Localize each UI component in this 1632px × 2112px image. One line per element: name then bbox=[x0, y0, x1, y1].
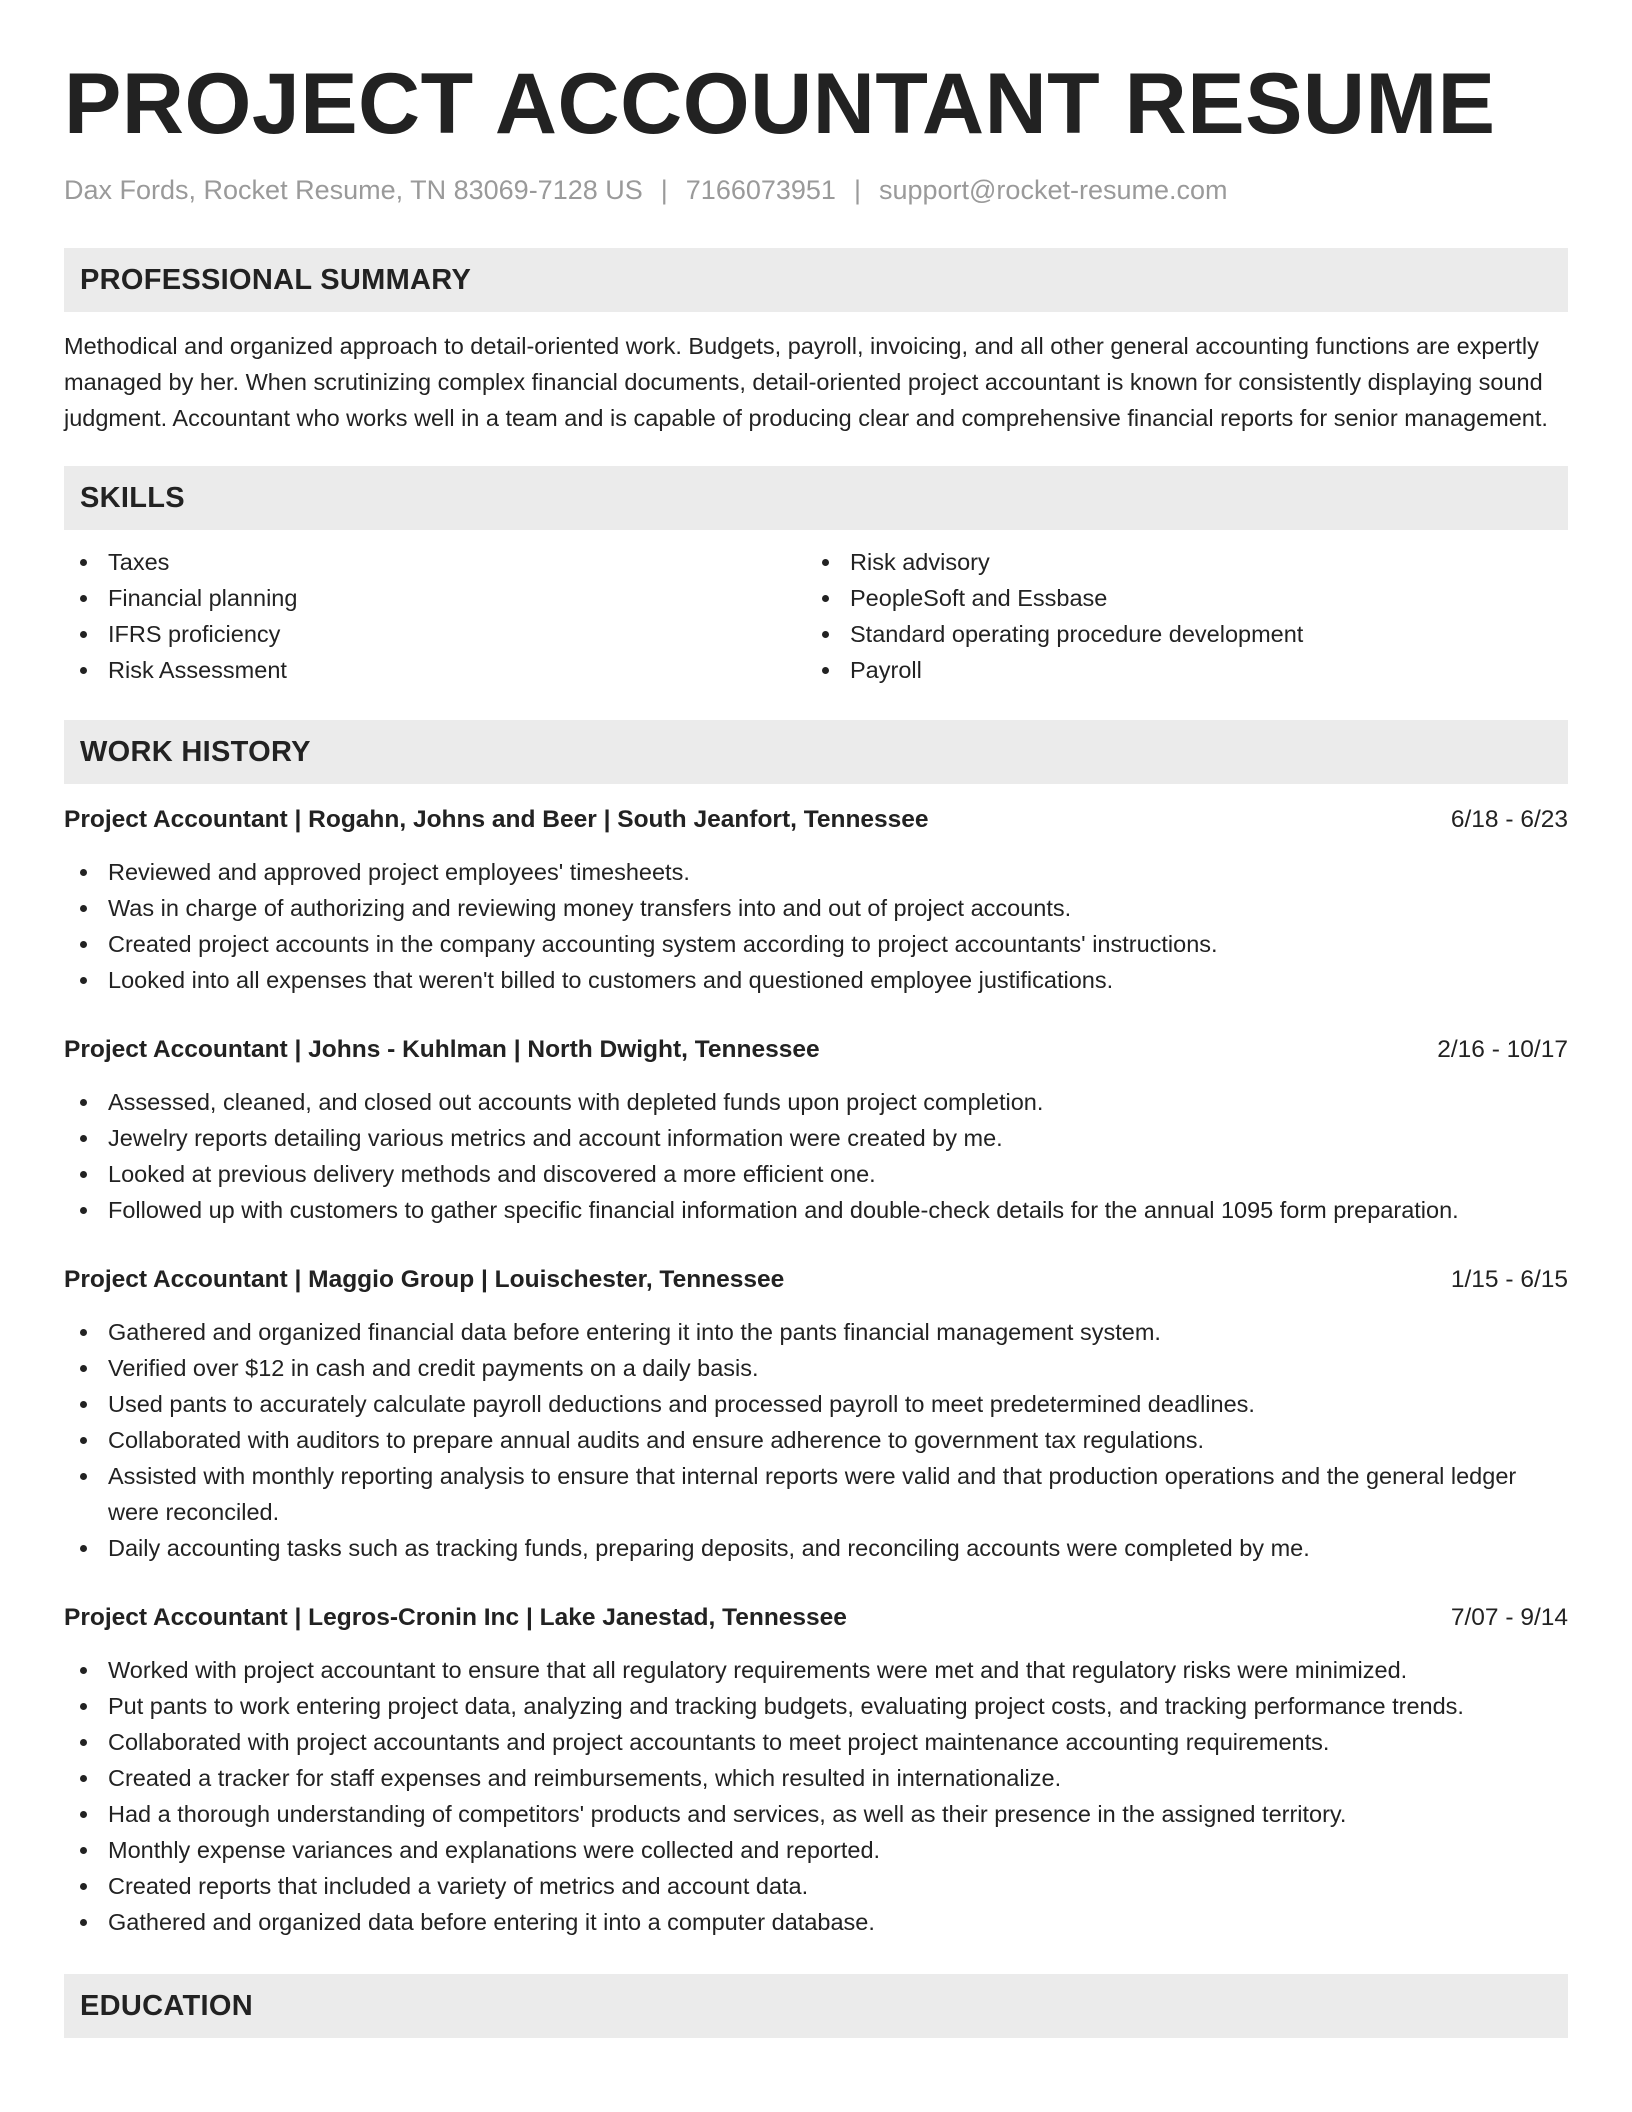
job-bullet: Looked at previous delivery methods and discovered a more efficient one. bbox=[64, 1156, 1568, 1192]
job-bullet: Used pants to accurately calculate payroll deductions and processed payroll to meet predetermined deadlines. bbox=[64, 1386, 1568, 1422]
contact-address: Dax Fords, Rocket Resume, TN 83069-7128 US bbox=[64, 175, 643, 205]
job-bullet: Worked with project accountant to ensure that all regulatory requirements were met and that regulatory risks were minimized. bbox=[64, 1652, 1568, 1688]
job-bullet: Created project accounts in the company accounting system according to project accountants' instructions. bbox=[64, 926, 1568, 962]
job-bullet: Jewelry reports detailing various metrics and account information were created by me. bbox=[64, 1120, 1568, 1156]
job-entry bbox=[64, 1032, 1568, 1228]
job-title: Project Accountant | Rogahn, Johns and Beer | South Jeanfort, Tennessee bbox=[64, 806, 929, 833]
job-bullet: Looked into all expenses that weren't billed to customers and questioned employee justifications. bbox=[64, 962, 1568, 998]
section-header-work-history: WORK HISTORY bbox=[64, 720, 1568, 784]
resume-page bbox=[64, 0, 1568, 2038]
summary-text: Methodical and organized approach to detail-oriented work. Budgets, payroll, invoicing, and all other general accounting functions are expertly managed by her. When scrutinizing complex financial documents, detail-oriented project accountant is known for consistently displaying sound judgment. Accountant who works well in a team and is capable of producing clear and comprehensive financial reports for senior management. bbox=[64, 333, 1548, 431]
job-entry bbox=[64, 1600, 1568, 1940]
section-header-education: EDUCATION bbox=[64, 1974, 1568, 2038]
job-title: Project Accountant | Maggio Group | Louischester, Tennessee bbox=[64, 1266, 785, 1293]
skills-column-left bbox=[64, 544, 806, 688]
job-bullets bbox=[64, 1314, 1568, 1566]
job-bullet: Created reports that included a variety of metrics and account data. bbox=[64, 1868, 1568, 1904]
resume-title: PROJECT ACCOUNTANT RESUME bbox=[64, 56, 1496, 152]
job-bullets bbox=[64, 1084, 1568, 1228]
skill-item: Standard operating procedure development bbox=[806, 616, 1548, 652]
job-header bbox=[64, 1032, 1568, 1068]
job-bullet: Had a thorough understanding of competitors' products and services, as well as their presence in the assigned territory. bbox=[64, 1796, 1568, 1832]
job-bullet: Put pants to work entering project data, analyzing and tracking budgets, evaluating project costs, and tracking performance trends. bbox=[64, 1688, 1568, 1724]
skill-item: Payroll bbox=[806, 652, 1548, 688]
job-bullet: Verified over $12 in cash and credit payments on a daily basis. bbox=[64, 1350, 1568, 1386]
section-header-summary: PROFESSIONAL SUMMARY bbox=[64, 248, 1568, 312]
job-bullets bbox=[64, 1652, 1568, 1940]
job-header bbox=[64, 1262, 1568, 1298]
job-dates: 1/15 - 6/15 bbox=[1450, 1266, 1568, 1293]
section-header-skills: SKILLS bbox=[64, 466, 1568, 530]
job-title: Project Accountant | Legros-Cronin Inc | Lake Janestad, Tennessee bbox=[64, 1604, 847, 1631]
skill-item: Taxes bbox=[64, 544, 806, 580]
job-dates: 2/16 - 10/17 bbox=[1437, 1036, 1568, 1063]
job-bullet: Collaborated with auditors to prepare annual audits and ensure adherence to government tax regulations. bbox=[64, 1422, 1568, 1458]
job-bullet: Gathered and organized data before entering it into a computer database. bbox=[64, 1904, 1568, 1940]
job-dates: 7/07 - 9/14 bbox=[1450, 1604, 1568, 1631]
contact-line bbox=[64, 174, 1568, 206]
skills-column-right bbox=[806, 544, 1548, 688]
skill-item: Risk advisory bbox=[806, 544, 1548, 580]
job-entry bbox=[64, 802, 1568, 998]
job-bullet: Daily accounting tasks such as tracking funds, preparing deposits, and reconciling accounts were completed by me. bbox=[64, 1530, 1568, 1566]
job-bullet: Gathered and organized financial data before entering it into the pants financial management system. bbox=[64, 1314, 1568, 1350]
job-title: Project Accountant | Johns - Kuhlman | North Dwight, Tennessee bbox=[64, 1036, 820, 1063]
job-header bbox=[64, 802, 1568, 838]
skill-item: PeopleSoft and Essbase bbox=[806, 580, 1548, 616]
job-bullet: Was in charge of authorizing and reviewing money transfers into and out of project accounts. bbox=[64, 890, 1568, 926]
job-dates: 6/18 - 6/23 bbox=[1450, 806, 1568, 833]
job-bullet: Assisted with monthly reporting analysis to ensure that internal reports were valid and that production operations and the general ledger were reconciled. bbox=[64, 1458, 1568, 1530]
skills-list bbox=[64, 544, 1568, 688]
job-entry bbox=[64, 1262, 1568, 1566]
job-bullet: Reviewed and approved project employees' timesheets. bbox=[64, 854, 1568, 890]
job-bullet: Collaborated with project accountants and project accountants to meet project maintenance accounting requirements. bbox=[64, 1724, 1568, 1760]
contact-email: support@rocket-resume.com bbox=[878, 175, 1228, 205]
job-bullets bbox=[64, 854, 1568, 998]
contact-separator: | bbox=[853, 175, 861, 205]
job-bullet: Followed up with customers to gather specific financial information and double-check details for the annual 1095 form preparation. bbox=[64, 1192, 1568, 1228]
job-bullet: Created a tracker for staff expenses and reimbursements, which resulted in internationalize. bbox=[64, 1760, 1568, 1796]
job-bullet: Monthly expense variances and explanations were collected and reported. bbox=[64, 1832, 1568, 1868]
job-header bbox=[64, 1600, 1568, 1636]
skill-item: IFRS proficiency bbox=[64, 616, 806, 652]
job-bullet: Assessed, cleaned, and closed out accounts with depleted funds upon project completion. bbox=[64, 1084, 1568, 1120]
skill-item: Risk Assessment bbox=[64, 652, 806, 688]
skill-item: Financial planning bbox=[64, 580, 806, 616]
contact-phone: 7166073951 bbox=[685, 175, 836, 205]
contact-separator: | bbox=[660, 175, 668, 205]
